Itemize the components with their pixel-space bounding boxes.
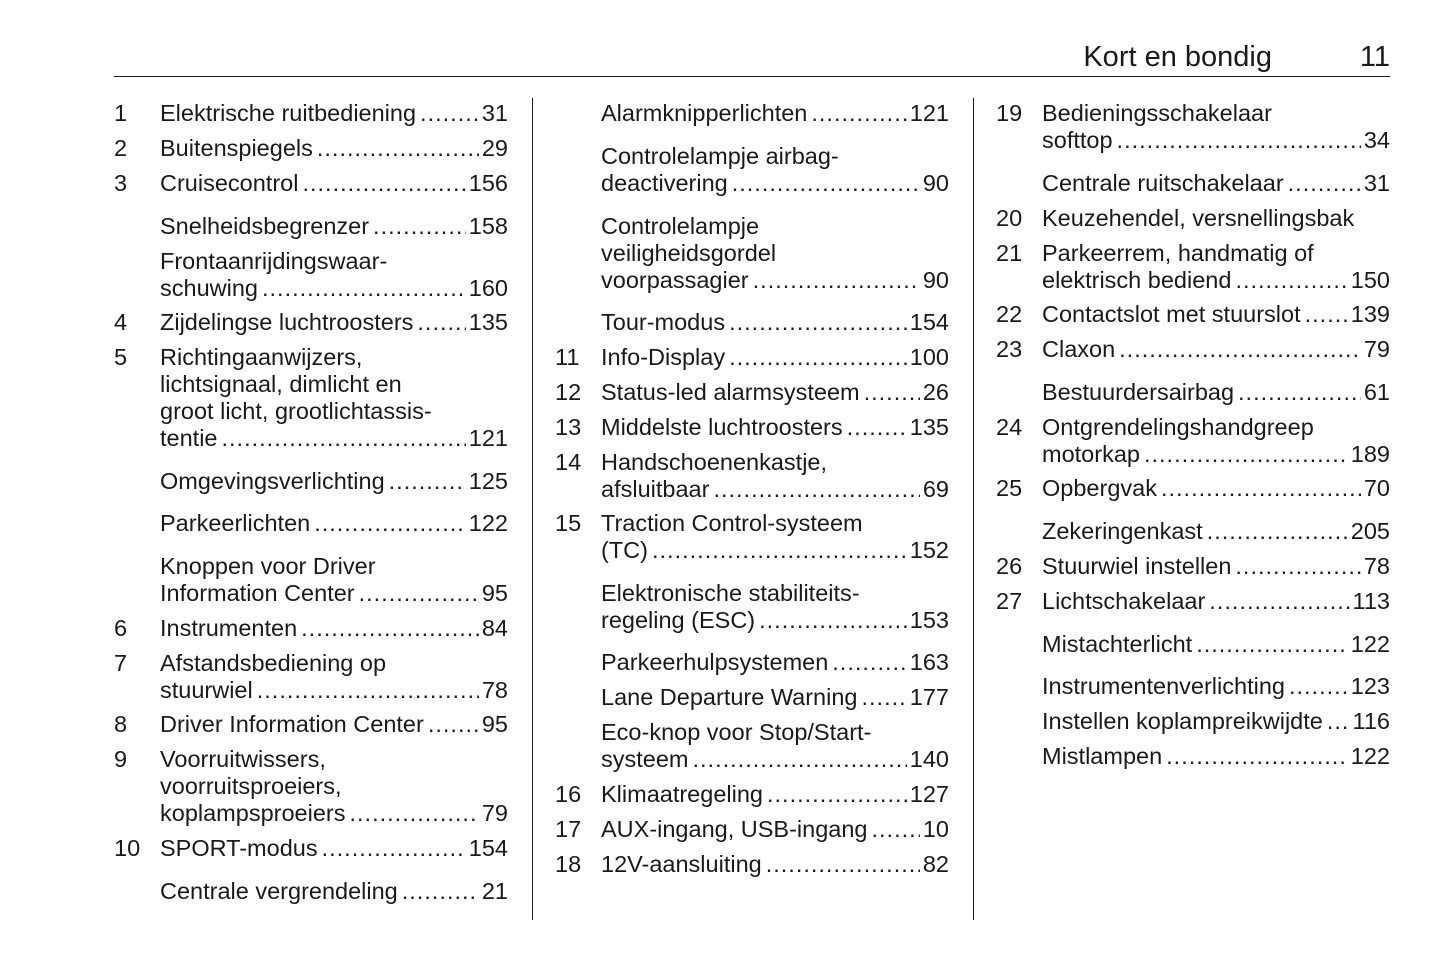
dot-leader bbox=[314, 510, 466, 537]
entry-body bbox=[1042, 518, 1390, 545]
dot-leader bbox=[1288, 170, 1361, 197]
entry-last-line bbox=[601, 476, 949, 503]
dot-leader bbox=[317, 135, 479, 162]
entry-number: 27 bbox=[996, 588, 1023, 614]
entry-text: Lane Departure Warning bbox=[601, 684, 858, 710]
entry-page: 122 bbox=[468, 510, 508, 536]
entry-last-line bbox=[1042, 170, 1390, 197]
dot-leader bbox=[359, 580, 479, 607]
dot-leader bbox=[373, 213, 466, 240]
entry-text: Mistachterlicht bbox=[1042, 631, 1193, 657]
dot-leader bbox=[847, 414, 907, 441]
entry-text: Centrale ruitschakelaar bbox=[1042, 170, 1284, 196]
entry-last-line bbox=[1042, 301, 1390, 328]
entry-body bbox=[160, 650, 508, 704]
entry-text: Instellen koplampreikwijdte bbox=[1042, 708, 1323, 734]
dot-leader bbox=[222, 425, 466, 452]
entry-last-line bbox=[1042, 127, 1390, 154]
entry-page: 78 bbox=[481, 677, 508, 703]
entry-page: 95 bbox=[481, 580, 508, 606]
entry-body bbox=[1042, 336, 1390, 363]
entry-text: 12V-aansluiting bbox=[601, 851, 762, 877]
dot-leader bbox=[732, 170, 920, 197]
entry-last-line bbox=[160, 800, 508, 827]
entry-text: Info-Display bbox=[601, 344, 726, 370]
dot-leader bbox=[1209, 588, 1349, 615]
entry-number: 1 bbox=[114, 100, 128, 126]
entry-last-line bbox=[1042, 475, 1390, 502]
dot-leader bbox=[766, 851, 920, 878]
entry-body bbox=[160, 553, 508, 607]
entry-page: 21 bbox=[481, 878, 508, 904]
entry-number: 16 bbox=[555, 781, 582, 807]
entry-text-line: Bedieningsschakelaar bbox=[1042, 100, 1272, 126]
entry-last-line bbox=[160, 468, 508, 495]
dot-leader bbox=[1144, 441, 1348, 468]
entry-page: 152 bbox=[909, 537, 949, 563]
dot-leader bbox=[402, 878, 479, 905]
entry-page: 79 bbox=[1363, 336, 1390, 362]
entry-text: Cruisecontrol bbox=[160, 170, 299, 196]
entry-body bbox=[1042, 588, 1390, 615]
entry-last-line bbox=[160, 309, 508, 336]
entry-body bbox=[160, 878, 508, 905]
entry-body bbox=[1042, 414, 1390, 468]
entry-page: 205 bbox=[1350, 518, 1390, 544]
entry-text: Centrale vergrendeling bbox=[160, 878, 398, 904]
entry-body bbox=[601, 379, 949, 406]
entry-last-line bbox=[160, 135, 508, 162]
entry-last-line bbox=[601, 170, 949, 197]
entry-body bbox=[160, 309, 508, 336]
entry-page: 84 bbox=[481, 615, 508, 641]
dot-leader bbox=[864, 379, 920, 406]
entry-number: 4 bbox=[114, 309, 128, 335]
entry-body bbox=[601, 684, 949, 711]
entry-text-line: voorruitsproeiers, bbox=[160, 773, 342, 799]
entry-text: Claxon bbox=[1042, 336, 1116, 362]
entry-last-line bbox=[160, 677, 508, 704]
entry-last-line bbox=[1042, 379, 1390, 406]
dot-leader bbox=[872, 816, 920, 843]
entry-page: 116 bbox=[1352, 708, 1390, 734]
entry-last-line bbox=[160, 615, 508, 642]
entry-text: Omgevingsverlichting bbox=[160, 468, 385, 494]
entry-last-line bbox=[160, 510, 508, 537]
entry-text-line: Ontgrendelingshandgreep bbox=[1042, 414, 1314, 440]
entry-page: 100 bbox=[909, 344, 949, 370]
entry-body bbox=[601, 816, 949, 843]
entry-body bbox=[601, 213, 949, 294]
entry-text: Bestuurdersairbag bbox=[1042, 379, 1235, 405]
entry-body bbox=[1042, 553, 1390, 580]
entry-text: Middelste luchtroosters bbox=[601, 414, 843, 440]
entry-last-line bbox=[160, 711, 508, 738]
dot-leader bbox=[693, 746, 907, 773]
dot-leader bbox=[420, 100, 479, 127]
entry-text-line: Voorruitwissers, bbox=[160, 746, 326, 772]
entry-text: (TC) bbox=[601, 537, 648, 563]
dot-leader bbox=[349, 800, 478, 827]
entry-body bbox=[160, 711, 508, 738]
entry-body bbox=[1042, 170, 1390, 197]
entry-body bbox=[1042, 708, 1390, 735]
entry-page: 90 bbox=[922, 170, 949, 196]
entry-last-line bbox=[1042, 441, 1390, 468]
entry-last-line bbox=[1042, 267, 1390, 294]
entry-number: 2 bbox=[114, 135, 128, 161]
dot-leader bbox=[262, 275, 466, 302]
entry-text: koplampsproeiers bbox=[160, 800, 346, 826]
entry-text: Opbergvak bbox=[1042, 475, 1157, 501]
entry-last-line bbox=[1042, 518, 1390, 545]
dot-leader bbox=[389, 468, 466, 495]
entry-text: AUX-ingang, USB-ingang bbox=[601, 816, 868, 842]
entry-page: 154 bbox=[909, 309, 949, 335]
entry-text: Alarmknipperlichten bbox=[601, 100, 808, 126]
entry-body bbox=[160, 213, 508, 240]
entry-body bbox=[601, 414, 949, 441]
entry-body bbox=[160, 510, 508, 537]
entry-text: Parkeerhulpsystemen bbox=[601, 649, 829, 675]
page-header bbox=[114, 40, 1390, 77]
dot-leader bbox=[257, 677, 479, 704]
entry-number: 11 bbox=[555, 344, 580, 370]
entry-number: 3 bbox=[114, 170, 128, 196]
entry-text: Snelheidsbegrenzer bbox=[160, 213, 370, 239]
entry-number: 22 bbox=[996, 301, 1023, 327]
entry-body bbox=[160, 835, 508, 862]
entry-text: Elektrische ruitbediening bbox=[160, 100, 417, 126]
entry-text-line: Frontaanrijdingswaar- bbox=[160, 248, 388, 274]
entry-last-line bbox=[160, 835, 508, 862]
entry-last-line bbox=[1042, 553, 1390, 580]
entry-page: 125 bbox=[468, 468, 508, 494]
entry-last-line bbox=[1042, 588, 1390, 615]
entry-number: 17 bbox=[555, 816, 582, 842]
entry-last-line bbox=[601, 746, 949, 773]
dot-leader bbox=[729, 344, 907, 371]
entry-text: Driver Information Center bbox=[160, 711, 424, 737]
entry-text: regeling (ESC) bbox=[601, 607, 756, 633]
entry-text-line: groot licht, grootlichtassis- bbox=[160, 398, 432, 424]
entry-page: 153 bbox=[909, 607, 949, 633]
entry-text-line: Elektronische stabiliteits- bbox=[601, 580, 860, 606]
entry-last-line bbox=[601, 267, 949, 294]
entry-number: 21 bbox=[996, 240, 1023, 266]
entry-number: 14 bbox=[555, 449, 582, 475]
entry-text: Buitenspiegels bbox=[160, 135, 313, 161]
entry-text: Instrumenten bbox=[160, 615, 298, 641]
entry-last-line bbox=[1042, 205, 1390, 232]
entry-text-line: Parkeerrem, handmatig of bbox=[1042, 240, 1314, 266]
entry-page: 139 bbox=[1350, 301, 1390, 327]
dot-leader bbox=[753, 267, 920, 294]
dot-leader bbox=[861, 684, 906, 711]
entry-page: 31 bbox=[1363, 170, 1390, 196]
entry-body bbox=[160, 468, 508, 495]
entry-last-line bbox=[601, 851, 949, 878]
entry-text: tentie bbox=[160, 425, 218, 451]
entry-page: 95 bbox=[481, 711, 508, 737]
dot-leader bbox=[302, 170, 465, 197]
entry-body bbox=[160, 344, 508, 452]
entry-body bbox=[1042, 205, 1390, 232]
entry-page: 113 bbox=[1352, 588, 1390, 614]
entry-body bbox=[1042, 673, 1390, 700]
entry-page: 90 bbox=[922, 267, 949, 293]
entry-page: 177 bbox=[909, 684, 949, 710]
entry-body bbox=[601, 449, 949, 503]
entry-body bbox=[601, 781, 949, 808]
dot-leader bbox=[417, 309, 465, 336]
entry-page: 163 bbox=[909, 649, 949, 675]
entry-number: 24 bbox=[996, 414, 1023, 440]
dot-leader bbox=[1305, 301, 1348, 328]
page-number: 11 bbox=[1359, 41, 1390, 73]
entry-number: 20 bbox=[996, 205, 1023, 231]
entry-page: 189 bbox=[1350, 441, 1390, 467]
entry-text: Zijdelingse luchtroosters bbox=[160, 309, 414, 335]
entry-last-line bbox=[1042, 673, 1390, 700]
column-divider bbox=[532, 98, 533, 920]
entry-page: 122 bbox=[1350, 743, 1390, 769]
entry-last-line bbox=[160, 878, 508, 905]
entry-text: Contactslot met stuurslot bbox=[1042, 301, 1301, 327]
entry-text: SPORT-modus bbox=[160, 835, 318, 861]
entry-text: schuwing bbox=[160, 275, 258, 301]
dot-leader bbox=[729, 309, 907, 336]
entry-text-line: Traction Control-systeem bbox=[601, 510, 863, 536]
entry-text: Status-led alarmsysteem bbox=[601, 379, 860, 405]
entry-last-line bbox=[601, 379, 949, 406]
entry-body bbox=[601, 580, 949, 634]
entry-text-line: Knoppen voor Driver bbox=[160, 553, 376, 579]
entry-number: 19 bbox=[996, 100, 1023, 126]
entry-last-line bbox=[601, 100, 949, 127]
dot-leader bbox=[1207, 518, 1348, 545]
entry-body bbox=[160, 248, 508, 302]
entry-page: 127 bbox=[909, 781, 949, 807]
entry-last-line bbox=[601, 781, 949, 808]
entry-text: Lichtschakelaar bbox=[1042, 588, 1206, 614]
page-title: Kort en bondig bbox=[1083, 41, 1272, 73]
entry-page: 69 bbox=[922, 476, 949, 502]
entry-page: 122 bbox=[1350, 631, 1390, 657]
dot-leader bbox=[1235, 553, 1360, 580]
entry-text-line: Handschoenenkastje, bbox=[601, 449, 828, 475]
entry-last-line bbox=[160, 213, 508, 240]
entry-number: 15 bbox=[555, 510, 582, 536]
entry-last-line bbox=[601, 537, 949, 564]
entry-page: 78 bbox=[1363, 553, 1390, 579]
entry-body bbox=[1042, 379, 1390, 406]
entry-last-line bbox=[160, 275, 508, 302]
dot-leader bbox=[1161, 475, 1361, 502]
entry-page: 135 bbox=[909, 414, 949, 440]
entry-last-line bbox=[1042, 631, 1390, 658]
entry-number: 25 bbox=[996, 475, 1023, 501]
dot-leader bbox=[767, 781, 907, 808]
entry-number: 7 bbox=[114, 650, 128, 676]
entry-page: 121 bbox=[468, 425, 508, 451]
entry-last-line bbox=[1042, 708, 1390, 735]
entry-text: systeem bbox=[601, 746, 689, 772]
entry-text: voorpassagier bbox=[601, 267, 749, 293]
entry-body bbox=[1042, 240, 1390, 294]
dot-leader bbox=[832, 649, 907, 676]
entry-body bbox=[1042, 475, 1390, 502]
entry-number: 26 bbox=[996, 553, 1023, 579]
entry-page: 79 bbox=[481, 800, 508, 826]
entry-page: 70 bbox=[1363, 475, 1390, 501]
dot-leader bbox=[301, 615, 479, 642]
entry-text: Tour-modus bbox=[601, 309, 726, 335]
entry-page: 121 bbox=[909, 100, 949, 126]
entry-number: 18 bbox=[555, 851, 582, 877]
entry-number: 6 bbox=[114, 615, 128, 641]
dot-leader bbox=[713, 476, 919, 503]
entry-body bbox=[160, 170, 508, 197]
entry-page: 26 bbox=[922, 379, 949, 405]
entry-text: softtop bbox=[1042, 127, 1113, 153]
dot-leader bbox=[811, 100, 906, 127]
entry-last-line bbox=[601, 344, 949, 371]
entry-last-line bbox=[601, 414, 949, 441]
entry-text: Parkeerlichten bbox=[160, 510, 311, 536]
entry-text-line: veiligheidsgordel bbox=[601, 240, 777, 266]
entry-text: Zekeringenkast bbox=[1042, 518, 1203, 544]
entry-text-line: Controlelampje bbox=[601, 213, 760, 239]
entry-text: Information Center bbox=[160, 580, 355, 606]
entry-page: 135 bbox=[468, 309, 508, 335]
entry-text: stuurwiel bbox=[160, 677, 253, 703]
entry-text: elektrisch bediend bbox=[1042, 267, 1232, 293]
entry-body bbox=[601, 344, 949, 371]
entry-last-line bbox=[1042, 743, 1390, 770]
dot-leader bbox=[1238, 379, 1361, 406]
entry-text-line: Eco-knop voor Stop/Start- bbox=[601, 719, 872, 745]
entry-number: 9 bbox=[114, 746, 128, 772]
entry-text-line: Richtingaanwijzers, bbox=[160, 344, 363, 370]
entry-number: 12 bbox=[555, 379, 582, 405]
entry-last-line bbox=[601, 649, 949, 676]
entry-body bbox=[160, 615, 508, 642]
entry-text: afsluitbaar bbox=[601, 476, 710, 502]
entry-body bbox=[601, 649, 949, 676]
entry-number: 23 bbox=[996, 336, 1023, 362]
entry-text-line: Afstandsbediening op bbox=[160, 650, 387, 676]
dot-leader bbox=[1196, 631, 1348, 658]
entry-text: Keuzehendel, versnellingsbak bbox=[1042, 205, 1355, 231]
dot-leader bbox=[1327, 708, 1350, 735]
entry-last-line bbox=[160, 425, 508, 452]
dot-leader bbox=[1119, 336, 1361, 363]
entry-page: 140 bbox=[909, 746, 949, 772]
entry-page: 150 bbox=[1350, 267, 1390, 293]
entry-page: 82 bbox=[922, 851, 949, 877]
entry-last-line bbox=[601, 607, 949, 634]
dot-leader bbox=[1117, 127, 1361, 154]
dot-leader bbox=[759, 607, 907, 634]
dot-leader bbox=[1289, 673, 1348, 700]
entry-page: 29 bbox=[481, 135, 508, 161]
entry-text-line: lichtsignaal, dimlicht en bbox=[160, 371, 402, 397]
entry-text: Stuurwiel instellen bbox=[1042, 553, 1232, 579]
entry-page: 61 bbox=[1363, 379, 1390, 405]
entry-body bbox=[1042, 301, 1390, 328]
entry-last-line bbox=[601, 309, 949, 336]
entry-text: Klimaatregeling bbox=[601, 781, 763, 807]
entry-last-line bbox=[160, 170, 508, 197]
entry-body bbox=[601, 309, 949, 336]
entry-body bbox=[160, 746, 508, 827]
entry-number: 10 bbox=[114, 835, 141, 861]
dot-leader bbox=[652, 537, 907, 564]
entry-text-line: Controlelampje airbag- bbox=[601, 143, 839, 169]
entry-body bbox=[601, 719, 949, 773]
entry-last-line bbox=[601, 816, 949, 843]
entry-page: 156 bbox=[468, 170, 508, 196]
entry-last-line bbox=[160, 100, 508, 127]
entry-last-line bbox=[601, 684, 949, 711]
entry-text: Mistlampen bbox=[1042, 743, 1163, 769]
entry-page: 160 bbox=[468, 275, 508, 301]
entry-page: 158 bbox=[468, 213, 508, 239]
entry-text: deactivering bbox=[601, 170, 728, 196]
entry-page: 10 bbox=[922, 816, 949, 842]
entry-body bbox=[601, 143, 949, 197]
entry-text: Instrumentenverlichting bbox=[1042, 673, 1285, 699]
entry-number: 8 bbox=[114, 711, 128, 737]
entry-last-line bbox=[1042, 336, 1390, 363]
dot-leader bbox=[1166, 743, 1348, 770]
entry-body bbox=[601, 851, 949, 878]
entry-text: motorkap bbox=[1042, 441, 1140, 467]
entry-number: 13 bbox=[555, 414, 582, 440]
dot-leader bbox=[322, 835, 466, 862]
entry-number: 5 bbox=[114, 344, 128, 370]
entry-body bbox=[1042, 631, 1390, 658]
entry-page: 31 bbox=[481, 100, 508, 126]
entry-body bbox=[601, 100, 949, 127]
column-divider bbox=[973, 98, 974, 920]
dot-leader bbox=[428, 711, 479, 738]
entry-body bbox=[160, 135, 508, 162]
entry-page: 123 bbox=[1350, 673, 1390, 699]
entry-last-line bbox=[160, 580, 508, 607]
entry-body bbox=[601, 510, 949, 564]
entry-page: 34 bbox=[1363, 127, 1390, 153]
dot-leader bbox=[1235, 267, 1347, 294]
entry-body bbox=[1042, 743, 1390, 770]
entry-body bbox=[1042, 100, 1390, 154]
entry-page: 154 bbox=[468, 835, 508, 861]
entry-body bbox=[160, 100, 508, 127]
